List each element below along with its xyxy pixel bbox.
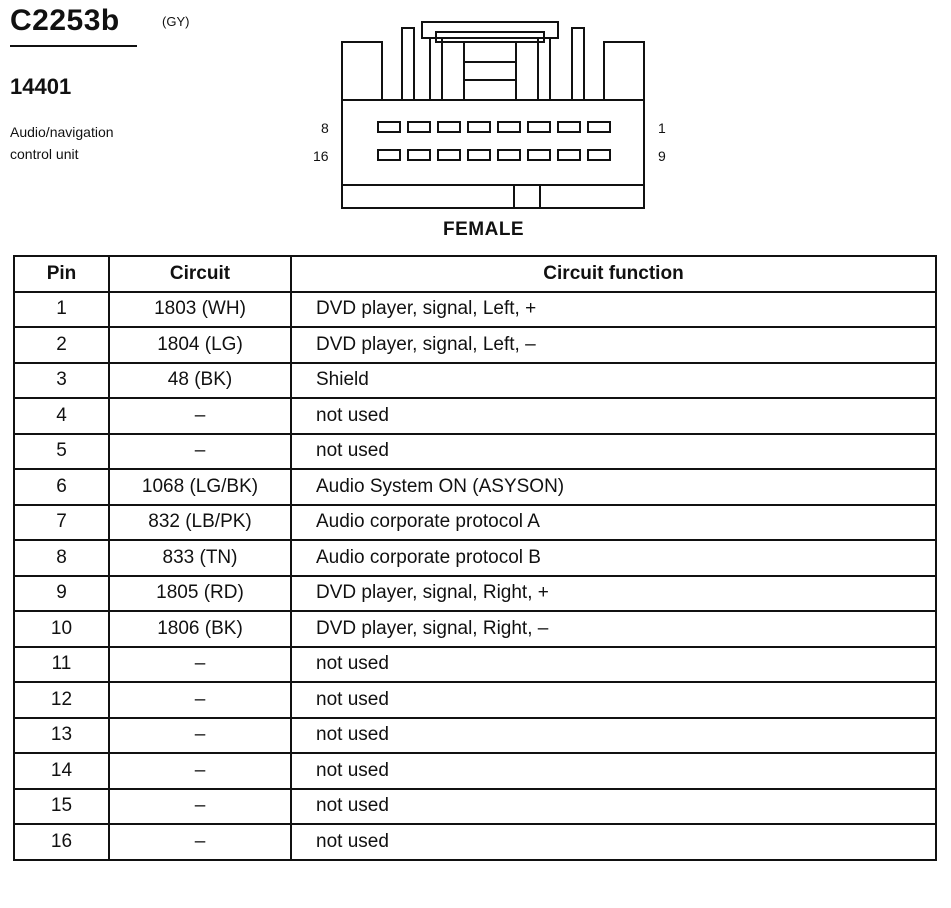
table-row xyxy=(14,363,936,399)
pin-cavity xyxy=(408,122,430,132)
pin-cavity xyxy=(498,150,520,160)
pin-label-bottom-right: 9 xyxy=(658,148,666,164)
connector-gender-label: FEMALE xyxy=(443,219,525,240)
circuit-cell: – xyxy=(109,789,291,825)
pin-number-cell: 8 xyxy=(14,540,109,576)
circuit-cell: – xyxy=(109,753,291,789)
component-description-line-1: Audio/navigation xyxy=(10,124,114,140)
circuit-function-cell: DVD player, signal, Left, – xyxy=(291,327,936,363)
circuit-function-cell: not used xyxy=(291,753,936,789)
table-row xyxy=(14,611,936,647)
connector-face-diagram xyxy=(330,18,650,218)
circuit-cell: 48 (BK) xyxy=(109,363,291,399)
pin-cavity xyxy=(588,122,610,132)
circuit-cell: – xyxy=(109,398,291,434)
circuit-cell: 1803 (WH) xyxy=(109,292,291,328)
pin-cavity xyxy=(558,150,580,160)
circuit-function-cell: not used xyxy=(291,824,936,860)
circuit-function-cell: Audio corporate protocol B xyxy=(291,540,936,576)
table-row xyxy=(14,505,936,541)
circuit-cell: 832 (LB/PK) xyxy=(109,505,291,541)
pin-number-cell: 4 xyxy=(14,398,109,434)
connector-id: C2253b xyxy=(10,4,120,37)
component-description xyxy=(10,121,170,165)
pin-number-cell: 16 xyxy=(14,824,109,860)
pin-cavity xyxy=(528,150,550,160)
circuit-cell: – xyxy=(109,824,291,860)
pin-number-cell: 3 xyxy=(14,363,109,399)
circuit-cell: – xyxy=(109,434,291,470)
connector-id-underline xyxy=(10,45,137,47)
pin-cavity xyxy=(588,150,610,160)
circuit-function-cell: not used xyxy=(291,647,936,683)
circuit-function-cell: DVD player, signal, Left, + xyxy=(291,292,936,328)
pin-number-cell: 10 xyxy=(14,611,109,647)
pin-number-cell: 11 xyxy=(14,647,109,683)
table-row xyxy=(14,718,936,754)
circuit-cell: 1804 (LG) xyxy=(109,327,291,363)
table-row xyxy=(14,469,936,505)
table-row xyxy=(14,540,936,576)
pin-number-cell: 1 xyxy=(14,292,109,328)
connector-housing xyxy=(342,100,644,208)
pin-cavity xyxy=(528,122,550,132)
circuit-cell: 1806 (BK) xyxy=(109,611,291,647)
color-code: (GY) xyxy=(162,14,190,29)
connector-left-ear xyxy=(342,42,382,100)
pin-cavity xyxy=(378,122,400,132)
circuit-function-cell: Shield xyxy=(291,363,936,399)
connector-latch xyxy=(422,22,558,38)
circuit-cell: 833 (TN) xyxy=(109,540,291,576)
pin-number-cell: 13 xyxy=(14,718,109,754)
pin-number-cell: 14 xyxy=(14,753,109,789)
pin-number-cell: 15 xyxy=(14,789,109,825)
pin-number-cell: 9 xyxy=(14,576,109,612)
circuit-cell: – xyxy=(109,682,291,718)
pin-number-cell: 6 xyxy=(14,469,109,505)
table-row xyxy=(14,647,936,683)
pin-cavity xyxy=(408,150,430,160)
pin-cavity xyxy=(378,150,400,160)
circuit-function-cell: not used xyxy=(291,682,936,718)
table-row xyxy=(14,682,936,718)
table-row xyxy=(14,789,936,825)
circuit-function-cell: not used xyxy=(291,789,936,825)
pin-label-top-left: 8 xyxy=(321,120,329,136)
circuit-function-cell: not used xyxy=(291,434,936,470)
pin-number-cell: 2 xyxy=(14,327,109,363)
table-row xyxy=(14,292,936,328)
pin-number-cell: 5 xyxy=(14,434,109,470)
table-row xyxy=(14,434,936,470)
pin-number-cell: 7 xyxy=(14,505,109,541)
connector-right-ear xyxy=(604,42,644,100)
pin-cavity xyxy=(558,122,580,132)
table-row xyxy=(14,824,936,860)
table-row xyxy=(14,576,936,612)
pin-number-cell: 12 xyxy=(14,682,109,718)
pin-label-bottom-left: 16 xyxy=(313,148,329,164)
circuit-function-cell: DVD player, signal, Right, – xyxy=(291,611,936,647)
column-header-circuit: Circuit xyxy=(109,256,291,292)
circuit-cell: 1805 (RD) xyxy=(109,576,291,612)
pin-cavity xyxy=(438,150,460,160)
pin-cavity xyxy=(468,150,490,160)
pinout-table xyxy=(13,255,937,861)
circuit-cell: – xyxy=(109,647,291,683)
column-header-function: Circuit function xyxy=(291,256,936,292)
circuit-function-cell: Audio System ON (ASYSON) xyxy=(291,469,936,505)
circuit-cell: 1068 (LG/BK) xyxy=(109,469,291,505)
pin-cavity xyxy=(498,122,520,132)
circuit-cell: – xyxy=(109,718,291,754)
pin-cavity xyxy=(438,122,460,132)
table-header-row xyxy=(14,256,936,292)
circuit-function-cell: not used xyxy=(291,398,936,434)
table-row xyxy=(14,327,936,363)
pin-label-top-right: 1 xyxy=(658,120,666,136)
table-row xyxy=(14,398,936,434)
circuit-function-cell: Audio corporate protocol A xyxy=(291,505,936,541)
table-row xyxy=(14,753,936,789)
circuit-function-cell: DVD player, signal, Right, + xyxy=(291,576,936,612)
pin-cavity xyxy=(468,122,490,132)
column-header-pin: Pin xyxy=(14,256,109,292)
circuit-function-cell: not used xyxy=(291,718,936,754)
component-description-line-2: control unit xyxy=(10,146,79,162)
part-number: 14401 xyxy=(10,74,72,99)
